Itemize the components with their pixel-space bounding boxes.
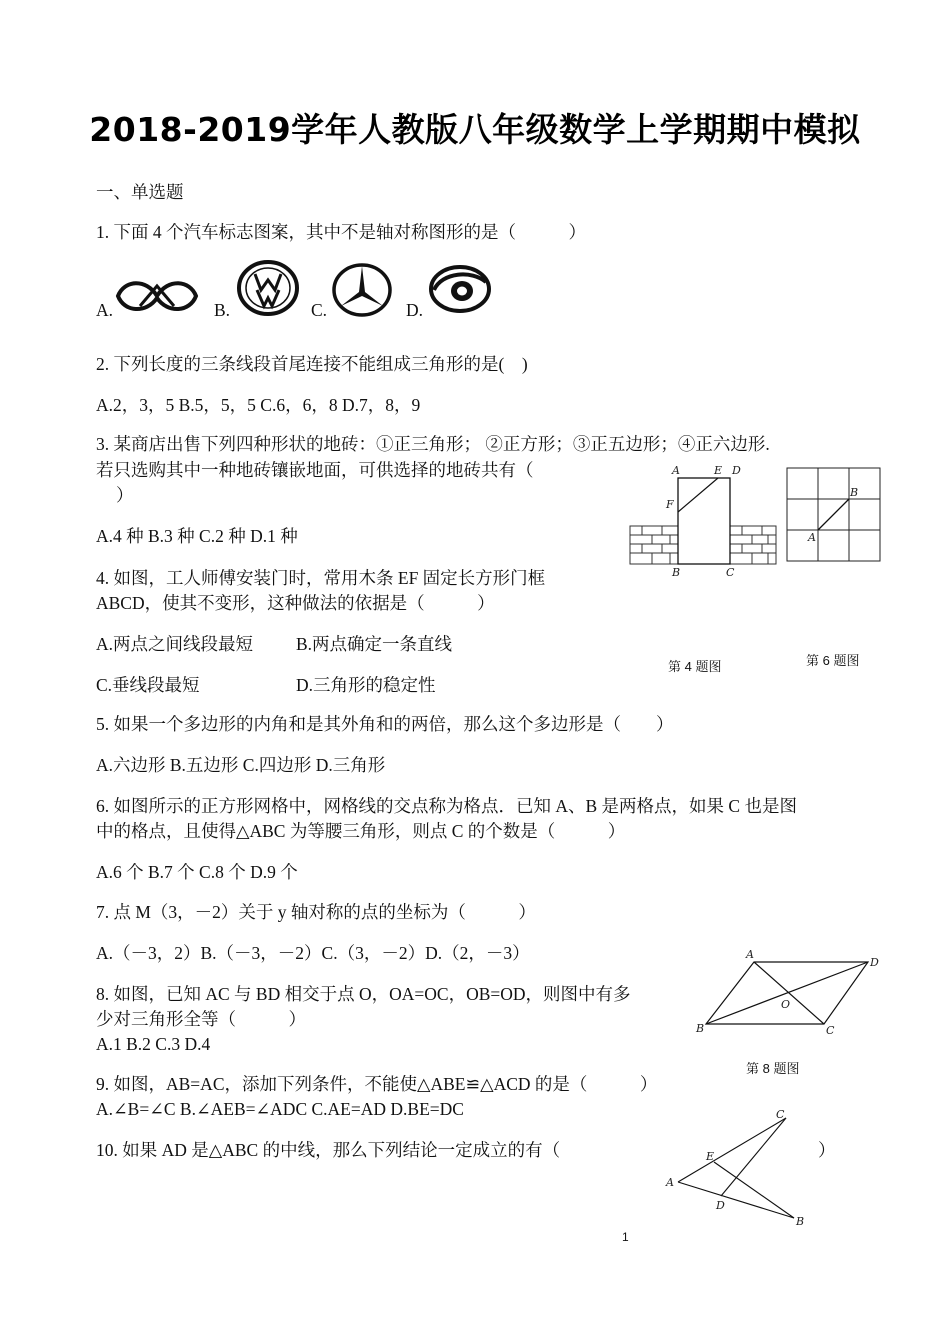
q2-options: A.2，3，5 B.5，5，5 C.6，6，8 D.7，8，9 (96, 395, 421, 415)
q6-caption: 第 6 题图 (806, 653, 860, 668)
q10-text: 10. 如果 AD 是△ABC 的中线，那么下列结论一定成立的有（ (96, 1140, 561, 1160)
q4-caption: 第 4 题图 (668, 659, 722, 674)
q6-figure (784, 466, 884, 564)
q5-options: A.六边形 B.五边形 C.四边形 D.三角形 (96, 755, 386, 775)
q4-line1: 4. 如图，工人师傅安装门时，常用木条 EF 固定长方形门框 (96, 568, 546, 588)
q6-line1: 6. 如图所示的正方形网格中，网格线的交点称为格点．已知 A、B 是两格点，如果 C 也是图 (96, 796, 797, 816)
q3-line3: ） (116, 485, 134, 505)
q4-line2: ABCD，使其不变形，这种做法的依据是（ ） (96, 593, 495, 613)
volkswagen-logo-icon (237, 260, 299, 316)
q1-option-c: C. (311, 300, 328, 320)
q7-options: A.（－3，2）B.（－3，－2）C.（3，－2）D.（2，－3） (96, 943, 530, 963)
q7-text: 7. 点 M（3，－2）关于 y 轴对称的点的坐标为（ ） (96, 902, 536, 922)
q9-label-c: C (776, 1108, 785, 1121)
q1-option-d: D. (406, 300, 424, 320)
q9-text: 9. 如图，AB=AC，添加下列条件，不能使△ABE≌△ACD 的是（ ） (96, 1074, 658, 1094)
q4-label-f: F (666, 498, 674, 511)
q6-label-a: A (808, 531, 816, 544)
q3-line1: 3. 某商店出售下列四种形状的地砖：①正三角形； ②正方形；③正五边形；④正六边形. (96, 434, 770, 454)
q4-label-a: A (672, 464, 680, 477)
q9-label-d: D (716, 1199, 725, 1212)
q9-options: A.∠B=∠C B.∠AEB=∠ADC C.AE=AD D.BE=DC (96, 1099, 464, 1119)
q8-label-d: D (870, 956, 879, 969)
q4-label-d: D (732, 464, 741, 477)
q4-label-e: E (714, 464, 723, 477)
q8-label-b: B (696, 1022, 705, 1035)
q9-label-e: E (706, 1150, 715, 1163)
q4-option-a: A.两点之间线段最短 (96, 634, 254, 654)
page-title: 2018-2019学年人教版八年级数学上学期期中模拟 (89, 110, 861, 149)
q4-option-c: C.垂线段最短 (96, 675, 200, 695)
q9-label-a: A (666, 1176, 674, 1189)
q6-line2: 中的格点，且使得△ABC 为等腰三角形，则点 C 的个数是（ ） (96, 821, 626, 841)
q8-options: A.1 B.2 C.3 D.4 (96, 1034, 211, 1054)
q4-figure (628, 460, 778, 580)
q5-text: 5. 如果一个多边形的内角和是其外角和的两倍，那么这个多边形是（ ） (96, 714, 674, 734)
q8-label-a: A (746, 948, 754, 961)
q4-option-b: B.两点确定一条直线 (296, 634, 453, 654)
q8-figure (692, 944, 892, 1040)
q10-paren-close: ） (818, 1140, 836, 1160)
q6-label-b: B (850, 486, 859, 499)
q9-figure (662, 1104, 812, 1230)
q2-text: 2. 下列长度的三条线段首尾连接不能组成三角形的是( ) (96, 354, 528, 374)
q8-line2: 少对三角形全等（ ） (96, 1009, 306, 1029)
q8-caption: 第 8 题图 (746, 1061, 800, 1076)
infiniti-logo-icon (116, 276, 198, 318)
q8-line1: 8. 如图，已知 AC 与 BD 相交于点 O，OA=OC，OB=OD，则图中有多 (96, 984, 631, 1004)
q9-label-b: B (796, 1215, 805, 1228)
q8-label-o: O (781, 998, 791, 1011)
page-number: 1 (622, 1230, 629, 1244)
q1-option-a: A. (96, 300, 114, 320)
q3-options: A.4 种 B.3 种 C.2 种 D.1 种 (96, 526, 298, 546)
q1-text: 1. 下面 4 个汽车标志图案，其中不是轴对称图形的是（ ） (96, 222, 586, 242)
q3-line2: 若只选购其中一种地砖镶嵌地面，可供选择的地砖共有（ (96, 460, 534, 480)
mercedes-logo-icon (331, 262, 393, 318)
q4-label-c: C (726, 566, 735, 579)
q8-label-c: C (826, 1024, 835, 1037)
q6-options: A.6 个 B.7 个 C.8 个 D.9 个 (96, 862, 298, 882)
buick-style-logo-icon (428, 264, 492, 314)
q4-label-b: B (672, 566, 681, 579)
q1-option-b: B. (214, 300, 231, 320)
q4-option-d: D.三角形的稳定性 (296, 675, 436, 695)
section-heading: 一、单选题 (96, 182, 184, 202)
